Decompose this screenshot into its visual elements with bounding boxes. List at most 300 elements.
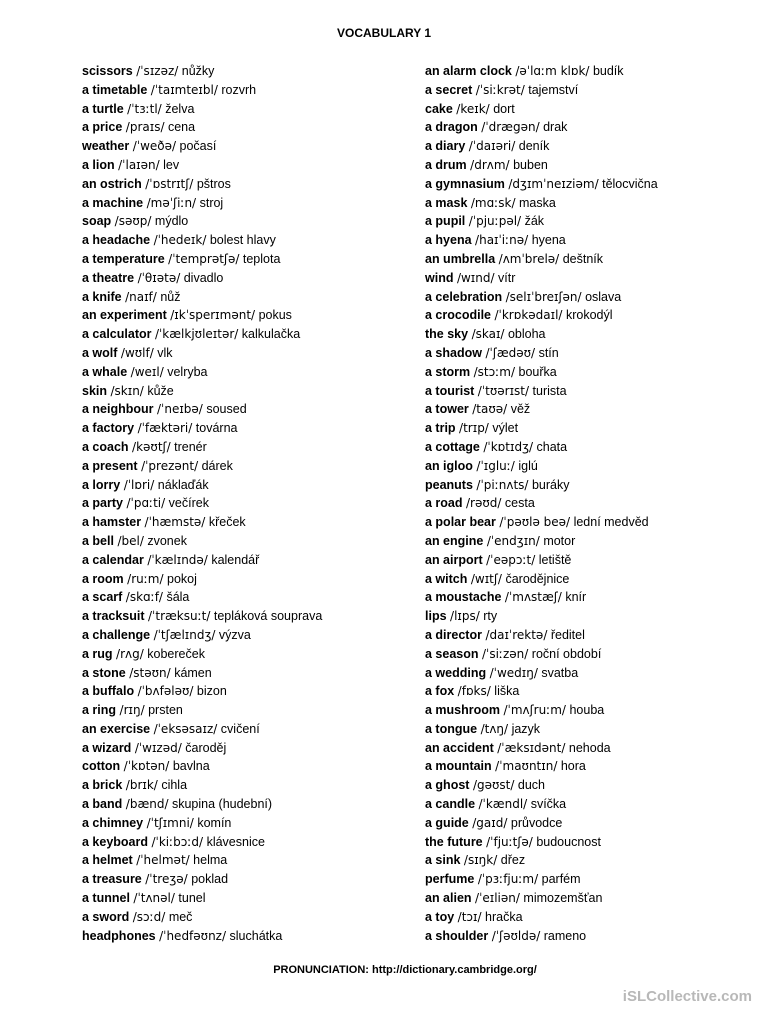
vocabulary-list-right [425, 62, 755, 945]
entry-word: a road [425, 496, 463, 511]
entry-word: a tongue [425, 721, 478, 736]
entry-word: scissors [82, 64, 133, 78]
vocabulary-entry [425, 400, 755, 419]
vocabulary-entry [82, 870, 412, 889]
entry-pronunciation: /trɪp/ [459, 421, 489, 436]
entry-pronunciation: /ˈtʌnəl/ [133, 891, 175, 906]
entry-word: an airport [425, 552, 483, 567]
entry-word: a price [82, 120, 123, 135]
entry-pronunciation: /səʊp/ [114, 214, 152, 229]
entry-pronunciation: /ˈɒstrɪtʃ/ [145, 176, 194, 191]
entry-word: peanuts [425, 477, 473, 492]
entry-translation: ředitel [550, 627, 585, 642]
entry-pronunciation: /ˈtɜːtl/ [127, 101, 162, 116]
vocabulary-entry [82, 476, 412, 495]
entry-pronunciation: /gəʊst/ [472, 778, 515, 793]
entry-translation: pokus [258, 308, 292, 323]
vocabulary-entry [82, 194, 412, 213]
entry-translation: svíčka [530, 797, 567, 812]
entry-translation: věž [510, 402, 531, 417]
entry-translation: motor [543, 533, 576, 548]
entry-word: a sword [82, 909, 130, 924]
entry-pronunciation: /skɪn/ [110, 383, 144, 398]
entry-translation: nůž [160, 289, 181, 304]
entry-pronunciation: /taʊə/ [472, 402, 508, 417]
vocabulary-entry [425, 62, 755, 81]
entry-translation: čaroděj [185, 740, 227, 755]
entry-translation: bavlna [172, 759, 210, 774]
entry-word: a theatre [82, 270, 135, 285]
vocabulary-entry [82, 645, 412, 664]
vocabulary-entry [425, 476, 755, 495]
entry-translation: kalkulačka [241, 327, 301, 342]
vocabulary-entry [82, 250, 412, 269]
entry-translation: vlk [157, 345, 173, 360]
entry-pronunciation: /məˈʃiːn/ [146, 195, 197, 210]
vocabulary-entry [82, 137, 412, 156]
entry-pronunciation: /ˈendʒɪn/ [486, 533, 540, 548]
entry-pronunciation: /ˈkɒtən/ [123, 759, 170, 774]
entry-pronunciation: /ˈtʃɪmni/ [146, 815, 194, 830]
vocabulary-entry [425, 363, 755, 382]
entry-pronunciation: /ˈkrɒkədaɪl/ [494, 308, 563, 323]
entry-translation: nůžky [181, 64, 215, 78]
entry-translation: meč [168, 909, 193, 924]
entry-translation: cesta [504, 496, 535, 511]
entry-word: a season [425, 646, 479, 661]
entry-pronunciation: /ˈpiːnʌts/ [476, 477, 529, 492]
entry-word: a pupil [425, 214, 466, 229]
entry-translation: stroj [199, 195, 224, 210]
entry-pronunciation: /tɔɪ/ [457, 909, 482, 924]
entry-word: a wedding [425, 665, 487, 680]
entry-translation: dřez [500, 853, 526, 868]
entry-word: a calendar [82, 552, 144, 567]
entry-word: a cottage [425, 439, 480, 454]
entry-word: an umbrella [425, 251, 496, 266]
page-title: VOCABULARY 1 [336, 26, 431, 40]
vocabulary-entry [82, 513, 412, 532]
vocabulary-entry [82, 588, 412, 607]
entry-pronunciation: /wʊlf/ [120, 345, 154, 360]
entry-pronunciation: /ˈkælɪndə/ [147, 552, 208, 567]
entry-pronunciation: /ˈweðə/ [132, 139, 177, 154]
entry-pronunciation: /ˈpəʊlə beə/ [499, 515, 571, 530]
entry-word: wind [425, 270, 454, 285]
entry-word: a toy [425, 909, 455, 924]
entry-translation: duch [517, 778, 545, 793]
entry-translation: náklaďák [157, 477, 209, 492]
entry-word: a mushroom [425, 703, 501, 718]
entry-word: a challenge [82, 627, 151, 642]
entry-translation: skupina (hudební) [171, 797, 273, 812]
entry-pronunciation: /ˈtʊərɪst/ [477, 383, 530, 398]
entry-translation: hora [560, 759, 586, 774]
entry-word: a shoulder [425, 928, 489, 943]
entry-pronunciation: /sɪŋk/ [463, 853, 498, 868]
entry-pronunciation: /gaɪd/ [472, 815, 508, 830]
entry-word: an exercise [82, 721, 151, 736]
vocabulary-entry [82, 231, 412, 250]
entry-translation: výlet [492, 421, 519, 436]
entry-translation: rozvrh [221, 82, 257, 97]
entry-translation: kámen [174, 665, 212, 680]
entry-word: a moustache [425, 590, 502, 605]
entry-word: an experiment [82, 308, 167, 323]
entry-word: a wizard [82, 740, 132, 755]
vocabulary-entry [82, 720, 412, 739]
vocabulary-entry [82, 62, 412, 81]
vocabulary-entry [82, 288, 412, 307]
entry-word: a guide [425, 815, 469, 830]
entry-pronunciation: /ˈdrægən/ [481, 120, 540, 135]
entry-pronunciation: /skaɪ/ [471, 327, 505, 342]
entry-translation: mýdlo [154, 214, 189, 229]
vocabulary-entry [82, 400, 412, 419]
vocabulary-entry [82, 344, 412, 363]
entry-word: a crocodile [425, 308, 491, 323]
entry-translation: zvonek [147, 533, 187, 548]
entry-word: a shadow [425, 345, 482, 360]
entry-word: a tracksuit [82, 609, 145, 624]
entry-pronunciation: /ˈhedeɪk/ [153, 233, 207, 248]
vocabulary-entry [425, 118, 755, 137]
entry-pronunciation: /lɪps/ [450, 609, 480, 624]
entry-word: a timetable [82, 82, 148, 97]
entry-pronunciation: /ˈlaɪən/ [118, 157, 160, 172]
vocabulary-entry [425, 588, 755, 607]
vocabulary-entry [82, 626, 412, 645]
vocabulary-entry [82, 325, 412, 344]
entry-translation: sluchátka [229, 928, 283, 943]
entry-pronunciation: /ˈtaɪmteɪbl/ [150, 82, 218, 97]
entry-pronunciation: /mɑːsk/ [470, 195, 516, 210]
entry-translation: cihla [161, 778, 188, 793]
vocabulary-entry [425, 720, 755, 739]
vocabulary-entry [82, 419, 412, 438]
entry-translation: kůže [147, 383, 174, 398]
entry-word: the future [425, 834, 483, 849]
entry-word: a tunnel [82, 891, 130, 906]
entry-translation: mimozemšťan [523, 891, 603, 906]
entry-translation: čarodějnice [505, 571, 570, 586]
entry-translation: deštník [562, 251, 604, 266]
entry-translation: továrna [195, 421, 238, 436]
entry-translation: iglú [518, 458, 538, 473]
vocabulary-entry [82, 776, 412, 795]
entry-pronunciation: /fɒks/ [457, 684, 491, 699]
entry-word: a lorry [82, 477, 121, 492]
entry-pronunciation: /stɔːm/ [473, 364, 516, 379]
vocabulary-entry [82, 833, 412, 852]
vocabulary-entry [82, 494, 412, 513]
entry-word: cotton [82, 759, 121, 774]
entry-pronunciation: /ˈmʌstæʃ/ [504, 590, 562, 605]
vocabulary-entry [425, 795, 755, 814]
entry-translation: nehoda [568, 740, 611, 755]
vocabulary-entry [82, 457, 412, 476]
entry-translation: turista [532, 383, 567, 398]
watermark-logo: iSLCollective.com [622, 988, 752, 1005]
entry-word: a calculator [82, 327, 152, 342]
entry-translation: kalendář [211, 552, 260, 567]
vocabulary-entry [425, 551, 755, 570]
vocabulary-list-left [82, 62, 412, 945]
vocabulary-entry [82, 739, 412, 758]
vocabulary-entry [82, 175, 412, 194]
entry-translation: bouřka [518, 364, 557, 379]
entry-pronunciation: /ˈkælkjʊleɪtər/ [154, 327, 239, 342]
vocabulary-entry [425, 833, 755, 852]
entry-pronunciation: /ʌmˈbrelə/ [498, 251, 560, 266]
entry-word: a dragon [425, 120, 478, 135]
entry-translation: hyena [531, 233, 566, 248]
entry-pronunciation: /rɪŋ/ [119, 703, 145, 718]
entry-pronunciation: /ˈtʃælɪndʒ/ [153, 627, 216, 642]
entry-translation: tunel [178, 891, 206, 906]
entry-pronunciation: /ruːm/ [127, 571, 164, 586]
entry-translation: velryba [167, 364, 208, 379]
entry-pronunciation: /ˈmʌʃruːm/ [503, 703, 566, 718]
entry-pronunciation: /ˈdaɪəri/ [468, 139, 516, 154]
entry-pronunciation: /ˈtemprətʃə/ [168, 251, 240, 266]
entry-pronunciation: /ˈsɪzəz/ [136, 64, 179, 78]
entry-word: a knife [82, 289, 122, 304]
pronunciation-footer: PRONUNCIATION: http://dictionary.cambridge.org/ [273, 964, 537, 976]
entry-pronunciation: /kəʊtʃ/ [132, 439, 171, 454]
entry-word: a band [82, 797, 123, 812]
vocabulary-entry [425, 682, 755, 701]
entry-translation: klávesnice [206, 834, 265, 849]
entry-word: a wolf [82, 345, 118, 360]
entry-word: an accident [425, 740, 494, 755]
entry-translation: trenér [174, 439, 207, 454]
entry-translation: pokoj [167, 571, 197, 586]
entry-word: a tourist [425, 383, 475, 398]
entry-translation: stín [538, 345, 559, 360]
entry-word: a mountain [425, 759, 492, 774]
vocabulary-entry [82, 269, 412, 288]
entry-word: a chimney [82, 815, 144, 830]
entry-word: a temperature [82, 251, 165, 266]
vocabulary-entry [82, 851, 412, 870]
entry-pronunciation: /ˈmaʊntɪn/ [495, 759, 558, 774]
entry-word: skin [82, 383, 108, 398]
entry-pronunciation: /rəʊd/ [466, 496, 502, 511]
entry-pronunciation: /wɪtʃ/ [470, 571, 502, 586]
vocabulary-entry [425, 513, 755, 532]
entry-word: a polar bear [425, 515, 496, 530]
vocabulary-entry [425, 306, 755, 325]
vocabulary-entry [82, 682, 412, 701]
entry-translation: křeček [208, 515, 246, 530]
vocabulary-entry [82, 363, 412, 382]
entry-pronunciation: /ˈprezənt/ [141, 458, 199, 473]
vocabulary-entry [82, 81, 412, 100]
entry-word: a lion [82, 157, 115, 172]
entry-word: a helmet [82, 853, 133, 868]
entry-translation: hračka [485, 909, 523, 924]
vocabulary-entry [82, 382, 412, 401]
vocabulary-entry [425, 212, 755, 231]
entry-translation: teplota [242, 251, 281, 266]
vocabulary-entry [425, 757, 755, 776]
vocabulary-entry [425, 156, 755, 175]
entry-pronunciation: /ˈwedɪŋ/ [489, 665, 538, 680]
vocabulary-entry [82, 570, 412, 589]
entry-translation: rameno [543, 928, 587, 943]
entry-word: a room [82, 571, 124, 586]
vocabulary-entry [82, 438, 412, 457]
entry-translation: želva [165, 101, 195, 116]
vocabulary-entry [425, 494, 755, 513]
entry-word: a director [425, 627, 482, 642]
entry-pronunciation: /ˈeksəsaɪz/ [153, 721, 218, 736]
entry-translation: liška [494, 684, 520, 699]
entry-pronunciation: /praɪs/ [125, 120, 165, 135]
entry-translation: cena [167, 120, 196, 135]
vocabulary-entry [82, 908, 412, 927]
entry-pronunciation: /ˈkɒtɪdʒ/ [483, 439, 534, 454]
entry-pronunciation: /bel/ [117, 533, 144, 548]
entry-word: a hyena [425, 233, 472, 248]
entry-translation: letiště [538, 552, 572, 567]
entry-pronunciation: /ˈkiːbɔːd/ [151, 834, 204, 849]
vocabulary-entry [425, 908, 755, 927]
entry-pronunciation: /ˈeəpɔːt/ [486, 552, 536, 567]
entry-pronunciation: /keɪk/ [456, 101, 490, 116]
vocabulary-entry [82, 100, 412, 119]
entry-word: a mask [425, 195, 468, 210]
entry-pronunciation: /dʒɪmˈneɪziəm/ [508, 176, 599, 191]
entry-translation: lev [163, 157, 180, 172]
vocabulary-entry [425, 532, 755, 551]
entry-translation: cvičení [220, 721, 260, 736]
entry-pronunciation: /ˈlɒri/ [123, 477, 155, 492]
entry-word: a keyboard [82, 834, 149, 849]
entry-pronunciation: /ˈneɪbə/ [157, 402, 203, 417]
entry-word: a coach [82, 439, 129, 454]
vocabulary-entry [425, 382, 755, 401]
entry-word: a factory [82, 421, 135, 436]
entry-translation: tepláková souprava [213, 609, 323, 624]
vocabulary-entry [82, 795, 412, 814]
entry-pronunciation: /tʌŋ/ [480, 721, 509, 736]
vocabulary-entry [425, 250, 755, 269]
vocabulary-entry [425, 137, 755, 156]
entry-word: a tower [425, 402, 469, 417]
entry-pronunciation: /drʌm/ [470, 157, 510, 172]
entry-word: a treasure [82, 872, 142, 887]
entry-translation: budík [592, 64, 624, 78]
entry-pronunciation: /ˈɪgluː/ [476, 458, 515, 473]
vocabulary-entry [82, 551, 412, 570]
entry-translation: tělocvična [602, 176, 658, 191]
entry-translation: houba [569, 703, 605, 718]
entry-translation: parfém [541, 872, 581, 887]
entry-translation: pštros [196, 176, 231, 191]
vocabulary-entry [425, 288, 755, 307]
vocabulary-entry [82, 156, 412, 175]
entry-word: a diary [425, 139, 466, 154]
vocabulary-entry [82, 757, 412, 776]
entry-word: a scarf [82, 590, 123, 605]
entry-translation: dárek [201, 458, 233, 473]
entry-word: a secret [425, 82, 473, 97]
vocabulary-entry [425, 570, 755, 589]
entry-word: the sky [425, 327, 469, 342]
vocabulary-entry [425, 269, 755, 288]
entry-translation: dort [493, 101, 515, 116]
entry-translation: průvodce [510, 815, 563, 830]
entry-word: a neighbour [82, 402, 154, 417]
vocabulary-entry [425, 194, 755, 213]
entry-translation: deník [518, 139, 550, 154]
entry-pronunciation: /selɪˈbreɪʃən/ [505, 289, 582, 304]
entry-pronunciation: /ˈpjuːpəl/ [468, 214, 522, 229]
vocabulary-entry [82, 927, 412, 946]
entry-word: soap [82, 214, 112, 229]
entry-translation: obloha [507, 327, 546, 342]
vocabulary-entry [425, 607, 755, 626]
entry-translation: oslava [585, 289, 622, 304]
entry-translation: buben [513, 157, 548, 172]
vocabulary-entry [82, 212, 412, 231]
vocabulary-entry [425, 231, 755, 250]
entry-pronunciation: /brɪk/ [125, 778, 158, 793]
vocabulary-entry [82, 889, 412, 908]
entry-pronunciation: /ˈtræksuːt/ [148, 609, 211, 624]
vocabulary-entry [82, 664, 412, 683]
entry-pronunciation: /əˈlɑːm klɒk/ [515, 64, 590, 78]
vocabulary-entry [425, 701, 755, 720]
vocabulary-entry [425, 851, 755, 870]
entry-word: an ostrich [82, 176, 142, 191]
entry-word: a ring [82, 703, 117, 718]
entry-word: a bell [82, 533, 114, 548]
entry-pronunciation: /ˈtreʒə/ [145, 872, 188, 887]
entry-pronunciation: /ˈkændl/ [478, 797, 528, 812]
vocabulary-entry [82, 532, 412, 551]
entry-word: a sink [425, 853, 461, 868]
vocabulary-entry [425, 457, 755, 476]
entry-word: a gymnasium [425, 176, 505, 191]
entry-word: a present [82, 458, 138, 473]
entry-pronunciation: /ˈpɑːti/ [126, 496, 166, 511]
entry-word: weather [82, 139, 130, 154]
entry-word: perfume [425, 872, 475, 887]
entry-translation: tajemství [528, 82, 579, 97]
entry-translation: kobereček [147, 646, 205, 661]
entry-pronunciation: /ˈhedfəʊnz/ [159, 928, 227, 943]
entry-pronunciation: /bænd/ [125, 797, 169, 812]
entry-pronunciation: /ˈʃædəʊ/ [485, 345, 536, 360]
vocabulary-entry [82, 814, 412, 833]
entry-word: a brick [82, 778, 123, 793]
entry-pronunciation: /ˈeɪliən/ [475, 891, 520, 906]
vocabulary-entry [425, 927, 755, 946]
entry-translation: večírek [168, 496, 209, 511]
vocabulary-entry [82, 306, 412, 325]
entry-word: a machine [82, 195, 144, 210]
entry-word: a whale [82, 364, 128, 379]
entry-pronunciation: /ˈæksɪdənt/ [497, 740, 566, 755]
entry-translation: soused [206, 402, 247, 417]
entry-pronunciation: /rʌg/ [116, 646, 144, 661]
vocabulary-entry [425, 344, 755, 363]
entry-pronunciation: /ˈfjuːtʃə/ [486, 834, 533, 849]
entry-translation: šála [166, 590, 190, 605]
